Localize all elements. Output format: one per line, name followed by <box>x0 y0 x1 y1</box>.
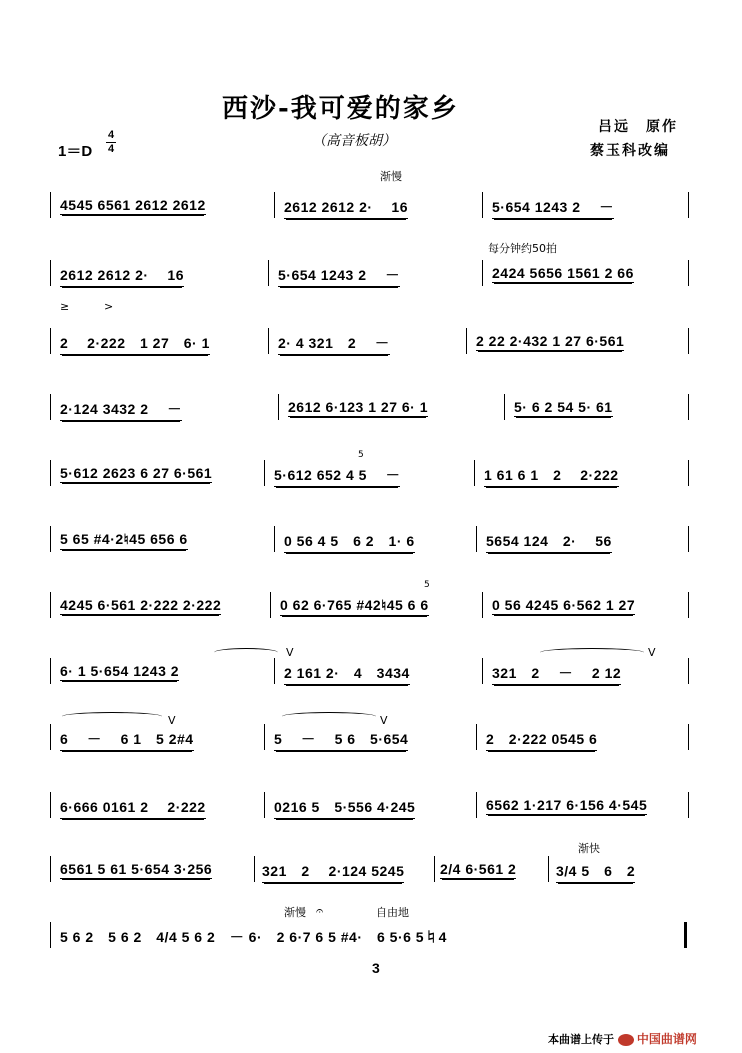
page-title: 西沙-我可爱的家乡 <box>222 94 459 124</box>
measure: 2 2·222 1 27 6· 1 <box>60 333 210 355</box>
footer-text: 本曲谱上传于 <box>548 1033 614 1046</box>
barline <box>50 724 51 750</box>
meter-top: 4 <box>107 129 115 141</box>
barline <box>270 592 271 618</box>
barline <box>482 658 483 684</box>
ritardando-mark: 渐慢 <box>284 906 306 919</box>
barline <box>688 592 689 618</box>
barline <box>548 856 549 882</box>
barline <box>50 922 51 948</box>
score-system <box>48 318 690 360</box>
barline <box>268 328 269 354</box>
time-signature <box>106 130 116 155</box>
measure: 5 － 5 6 5·654 <box>274 729 408 751</box>
measure: 5·612 2623 6 27 6·561 <box>60 465 213 481</box>
measure: 321 2 2·124 5245 <box>262 861 404 883</box>
tempo-mark: 每分钟约50拍 <box>488 242 557 255</box>
barline <box>264 792 265 818</box>
breath-mark: V <box>648 646 656 659</box>
measure: 2424 5656 1561 2 66 <box>492 265 634 281</box>
barline <box>476 526 477 552</box>
barline <box>474 460 475 486</box>
barline <box>50 856 51 882</box>
barline <box>50 394 51 420</box>
measure: 5·654 1243 2 － <box>492 197 614 219</box>
instrument-subtitle: （高音板胡） <box>312 133 396 149</box>
measure: 2 2·222 0545 6 <box>486 729 597 751</box>
score-system <box>48 182 690 224</box>
barline <box>688 260 689 286</box>
measure: 6561 5 61 5·654 3·256 <box>60 861 213 877</box>
measure: 4545 6561 2612 2612 <box>60 197 206 213</box>
measure: 2612 2612 2· 16 <box>60 265 184 287</box>
barline <box>476 792 477 818</box>
barline <box>264 724 265 750</box>
barline <box>482 260 483 286</box>
measure: 2/4 6·561 2 <box>440 861 517 877</box>
barline <box>254 856 255 882</box>
site-brand[interactable]: 中国曲谱网 <box>636 1032 697 1046</box>
measure: 5 65 #4·2♮45 656 6 <box>60 531 188 550</box>
barline <box>688 658 689 684</box>
score-system <box>48 912 690 954</box>
score-system <box>48 846 690 888</box>
barline <box>50 526 51 552</box>
breath-mark: V <box>380 714 388 727</box>
measure: 3/4 5 6 2 <box>556 861 635 883</box>
accent-mark: ≥ <box>60 300 70 313</box>
barline <box>688 724 689 750</box>
accent-mark: > <box>104 300 114 313</box>
barline <box>264 460 265 486</box>
arranger-credit: 蔡玉科改编 <box>590 143 670 159</box>
barline <box>466 328 467 354</box>
score-system <box>48 582 690 624</box>
measure: 5· 6 2 54 5· 61 <box>514 399 613 415</box>
barline <box>50 792 51 818</box>
page-number: 3 <box>372 960 380 976</box>
measure: 5 6 2 5 6 2 4/4 5 6 2 － 6· 2 6·7 6 5 #4· 6 5·6 5♮4 <box>60 929 447 945</box>
measure: 5·612 652 4 5 － <box>274 465 400 487</box>
key-signature: 1＝D <box>58 143 93 160</box>
measure: 2612 2612 2· 16 <box>284 197 408 219</box>
measure: 6 － 6 1 5 2#4 <box>60 729 194 751</box>
barline <box>688 192 689 218</box>
measure: 2 22 2·432 1 27 6·561 <box>476 333 625 349</box>
measure: 6·666 0161 2 2·222 <box>60 797 206 819</box>
measure: 0216 5 5·556 4·245 <box>274 797 415 819</box>
barline <box>50 328 51 354</box>
measure: 321 2 － 2 12 <box>492 663 621 685</box>
barline <box>50 460 51 486</box>
score-system <box>48 250 690 292</box>
score-system <box>48 782 690 824</box>
barline <box>278 394 279 420</box>
barline <box>476 724 477 750</box>
score-system <box>48 450 690 492</box>
barline <box>688 460 689 486</box>
measure: 0 62 6·765 #42♮45 6 6 <box>280 597 429 616</box>
measure: 6562 1·217 6·156 4·545 <box>486 797 648 813</box>
footer-credit <box>548 1030 697 1047</box>
measure: 2612 6·123 1 27 6· 1 <box>288 399 428 415</box>
score-system <box>48 384 690 426</box>
barline <box>50 260 51 286</box>
meter-bottom: 4 <box>107 143 115 155</box>
measure: 0 56 4245 6·562 1 27 <box>492 597 636 613</box>
barline <box>434 856 435 882</box>
ritardando-mark: 渐慢 <box>380 170 402 183</box>
barline <box>504 394 505 420</box>
composer-credit: 吕远 原作 <box>598 119 678 135</box>
accelerando-mark: 渐快 <box>578 842 600 855</box>
grace-note: 5 <box>358 450 364 460</box>
barline <box>268 260 269 286</box>
measure: 2· 4 321 2 － <box>278 333 390 355</box>
fermata-mark: 𝄐 <box>316 904 324 919</box>
final-barline <box>684 922 687 948</box>
score-system <box>48 648 690 690</box>
barline <box>688 328 689 354</box>
site-logo-icon <box>618 1034 634 1046</box>
barline <box>482 592 483 618</box>
measure: 5·654 1243 2 － <box>278 265 400 287</box>
breath-mark: V <box>168 714 176 727</box>
barline <box>50 192 51 218</box>
measure: 2 161 2· 4 3434 <box>284 663 410 685</box>
barline <box>274 192 275 218</box>
measure: 0 56 4 5 6 2 1· 6 <box>284 531 415 553</box>
barline <box>688 394 689 420</box>
barline <box>274 526 275 552</box>
measure: 5654 124 2· 56 <box>486 531 612 553</box>
score-system <box>48 714 690 756</box>
breath-mark: V <box>286 646 294 659</box>
measure: 2·124 3432 2 － <box>60 399 182 421</box>
barline <box>274 658 275 684</box>
score-system <box>48 516 690 558</box>
barline <box>50 592 51 618</box>
barline <box>688 792 689 818</box>
grace-note: 5 <box>424 580 430 590</box>
barline <box>688 526 689 552</box>
measure: 6· 1 5·654 1243 2 <box>60 663 180 679</box>
barline <box>482 192 483 218</box>
barline <box>50 658 51 684</box>
measure: 4245 6·561 2·222 2·222 <box>60 597 222 613</box>
measure: 1 61 6 1 2 2·222 <box>484 465 619 487</box>
free-tempo-mark: 自由地 <box>376 906 409 919</box>
